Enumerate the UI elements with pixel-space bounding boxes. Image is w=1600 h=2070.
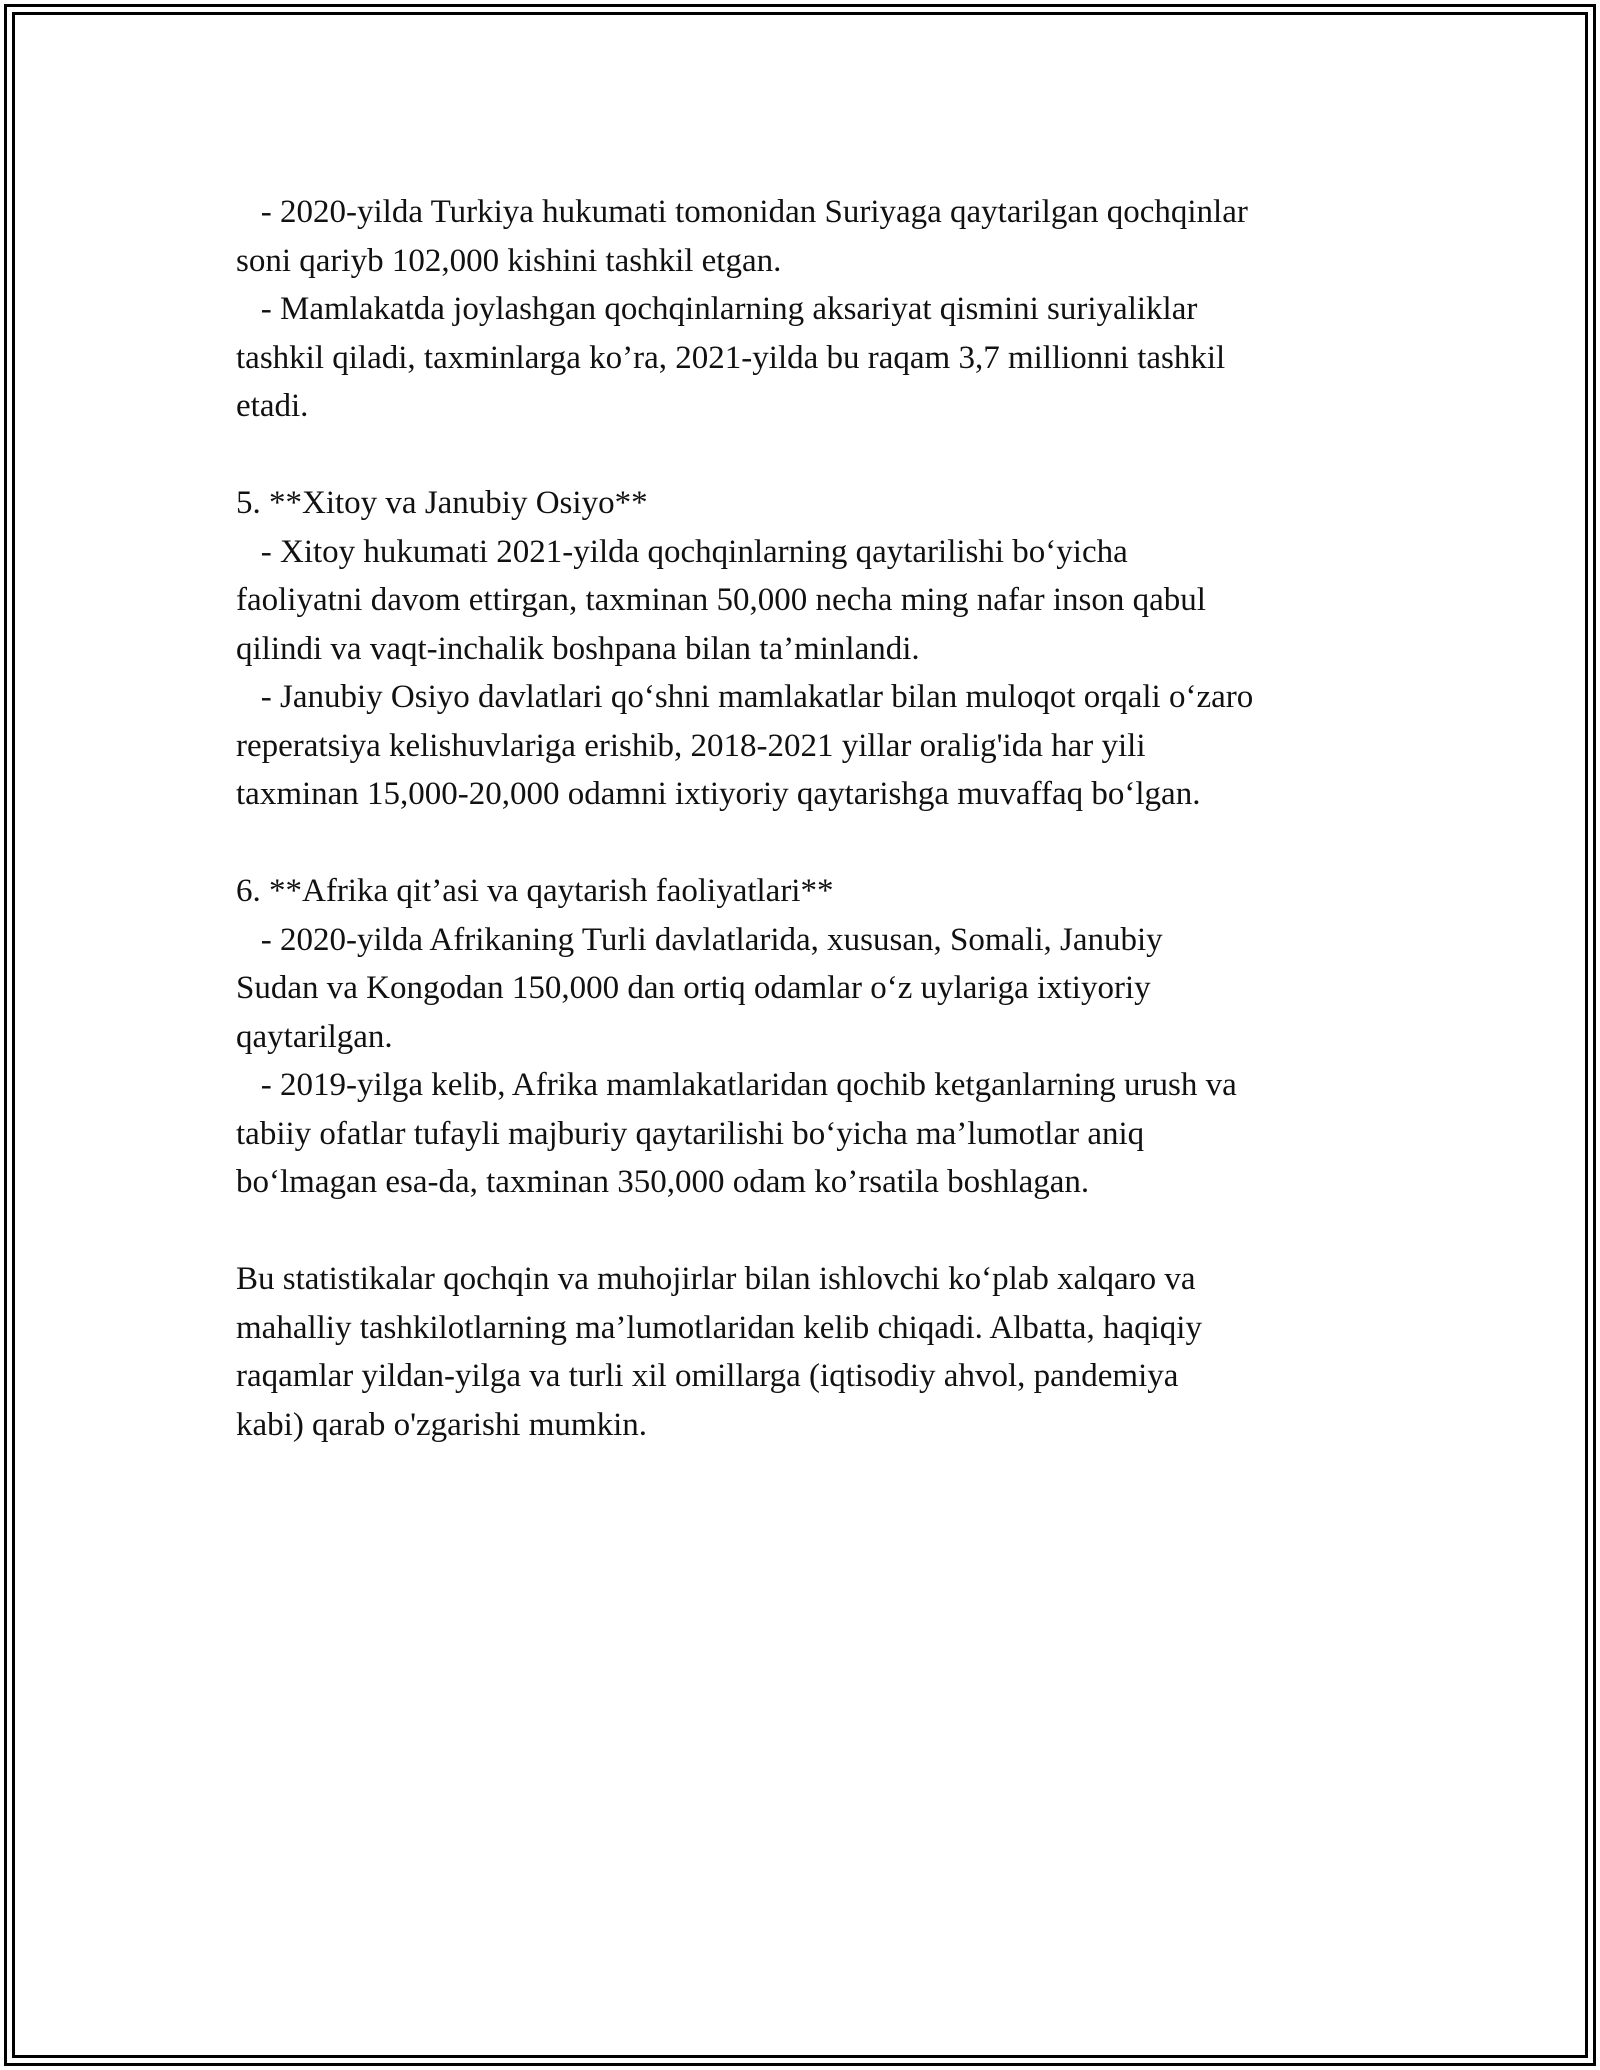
document-body xyxy=(236,188,1386,1449)
africa-bullet-2-line-3: bo‘lmagan esa-da, taxminan 350,000 odam ko’rsatila boshlagan. xyxy=(236,1164,1090,1200)
conclusion-line-3: raqamlar yildan-yilga va turli xil omillarga (iqtisodiy ahvol, pandemiya xyxy=(236,1358,1179,1394)
turkey-bullet-2-line-1: - Mamlakatda joylashgan qochqinlarning aksariyat qismini suriyaliklar xyxy=(236,291,1198,327)
africa-bullet-2-line-2: tabiiy ofatlar tufayli majburiy qaytarilishi bo‘yicha ma’lumotlar aniq xyxy=(236,1115,1145,1152)
south-asia-bullet-line-3: taxminan 15,000-20,000 odamni ixtiyoriy qaytarishga muvaffaq bo‘lgan. xyxy=(236,776,1201,812)
africa-bullet-1-line-1: - 2020-yilda Afrikaning Turli davlatlarida, xususan, Somali, Janubiy xyxy=(236,921,1163,958)
china-bullet-line-3: qilindi va vaqt-inchalik boshpana bilan ta’minlandi. xyxy=(236,630,920,667)
conclusion-line-2: mahalliy tashkilotlarning ma’lumotlaridan kelib chiqadi. Albatta, haqiqiy xyxy=(236,1309,1202,1346)
paragraph-spacer xyxy=(236,431,1386,480)
africa-bullet-1-line-3: qaytarilgan. xyxy=(236,1018,393,1055)
china-bullet-line-1: - Xitoy hukumati 2021-yilda qochqinlarning qaytarilishi bo‘yicha xyxy=(236,533,1128,570)
conclusion-line-4: kabi) qarab o'zgarishi mumkin. xyxy=(236,1406,648,1443)
africa-bullet-1-line-2: Sudan va Kongodan 150,000 dan ortiq odamlar o‘z uylariga ixtiyoriy xyxy=(236,970,1151,1006)
section-heading-africa: 6. **Afrika qit’asi va qaytarish faoliyatlari** xyxy=(236,873,834,909)
south-asia-bullet-line-1: - Janubiy Osiyo davlatlari qo‘shni mamlakatlar bilan muloqot orqali o‘zaro xyxy=(236,679,1254,715)
paragraph-spacer xyxy=(236,1207,1386,1256)
turkey-bullet-2-line-3: etadi. xyxy=(236,388,309,424)
section-heading-china-south-asia: 5. **Xitoy va Janubiy Osiyo** xyxy=(236,485,648,521)
conclusion-line-1: Bu statistikalar qochqin va muhojirlar bilan ishlovchi ko‘plab xalqaro va xyxy=(236,1261,1196,1297)
africa-bullet-2-line-1: - 2019-yilga kelib, Afrika mamlakatlaridan qochib ketganlarning urush va xyxy=(236,1067,1237,1103)
turkey-bullet-1-line-2: soni qariyb 102,000 kishini tashkil etgan. xyxy=(236,242,782,279)
turkey-bullet-1-line-1: - 2020-yilda Turkiya hukumati tomonidan Suriyaga qaytarilgan qochqinlar xyxy=(236,194,1248,230)
paragraph-spacer xyxy=(236,819,1386,868)
china-bullet-line-2: faoliyatni davom ettirgan, taxminan 50,000 necha ming nafar inson qabul xyxy=(236,582,1206,618)
turkey-bullet-2-line-2: tashkil qiladi, taxminlarga ko’ra, 2021-yilda bu raqam 3,7 millionni tashkil xyxy=(236,339,1226,376)
south-asia-bullet-line-2: reperatsiya kelishuvlariga erishib, 2018-2021 yillar oralig'ida har yili xyxy=(236,727,1146,764)
